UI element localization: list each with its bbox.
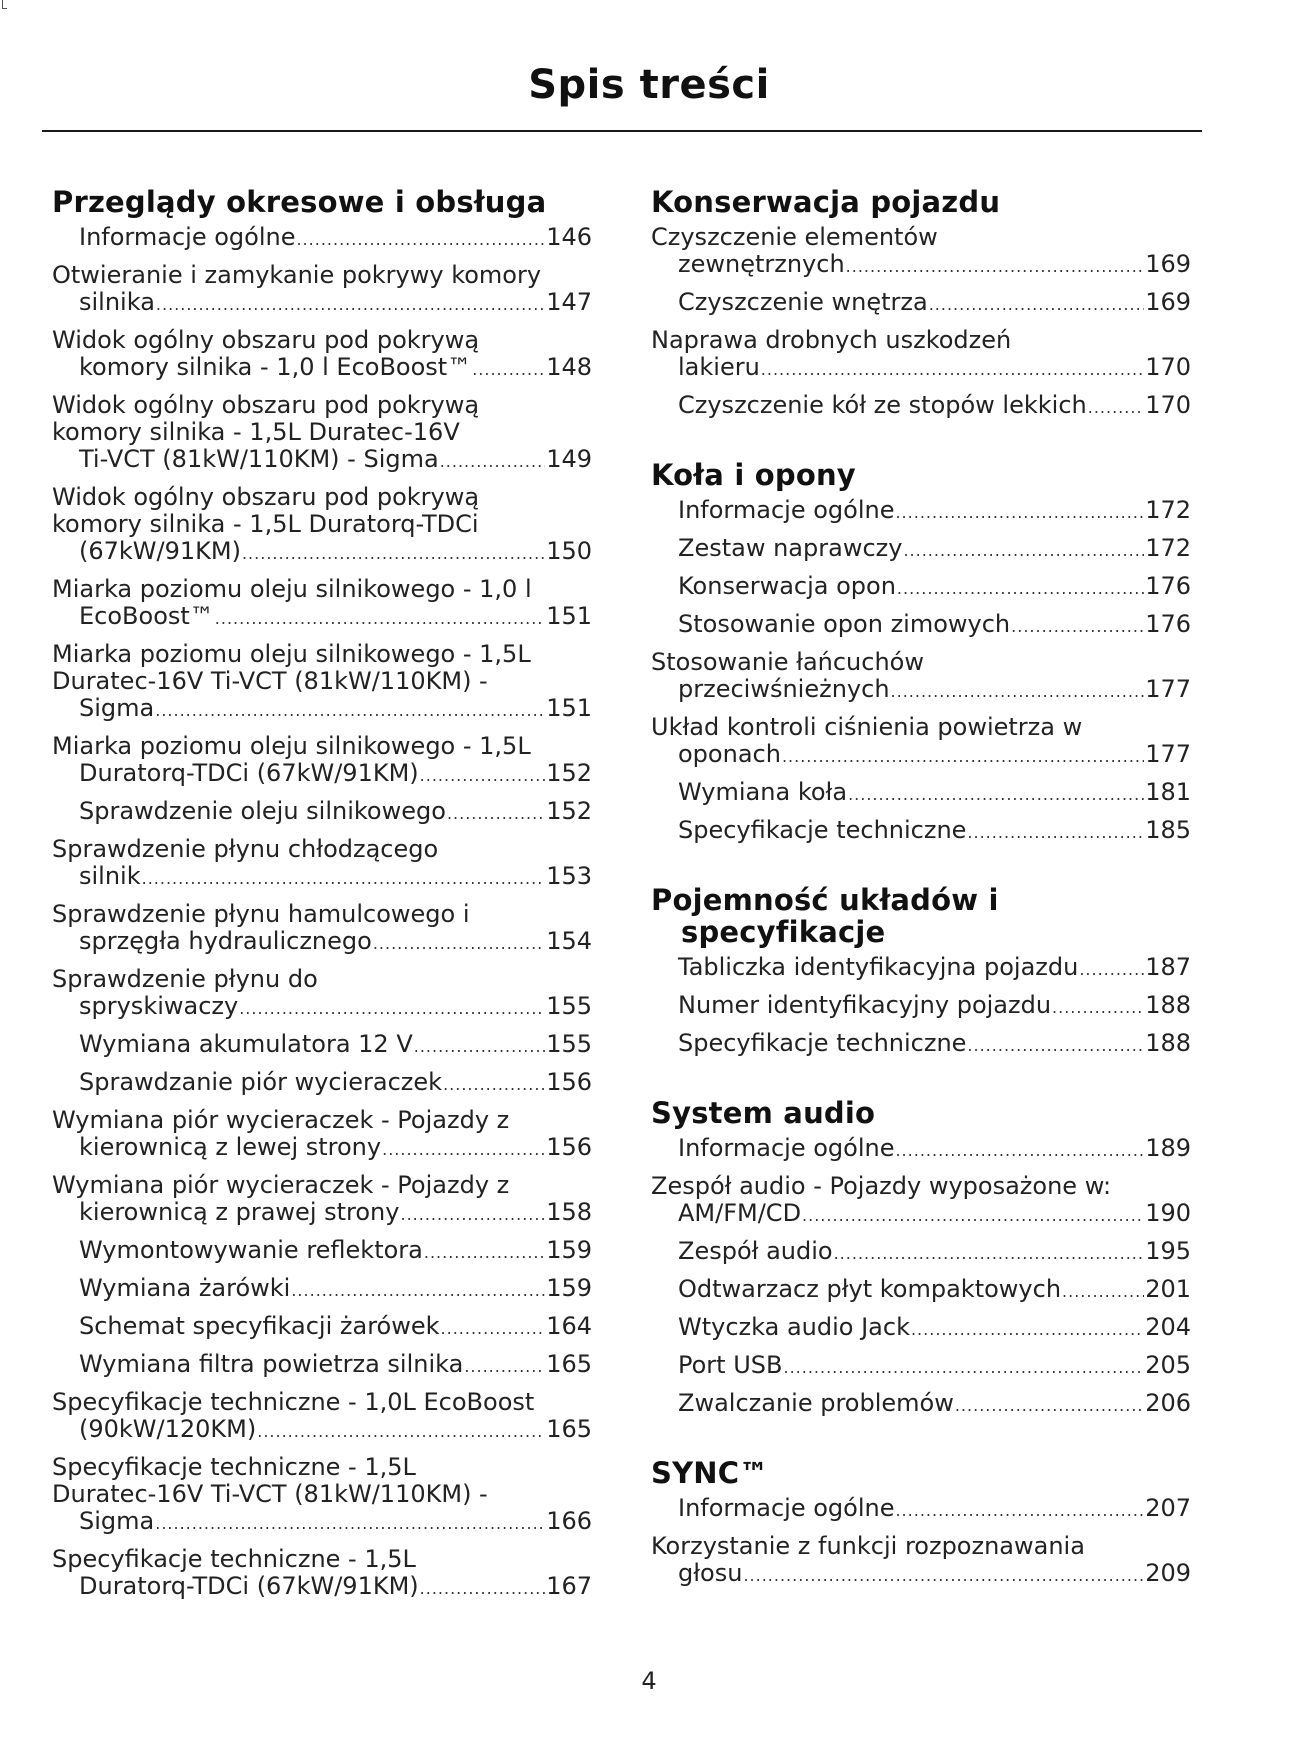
entry-label: Odtwarzacz płyt kompaktowych [678,1275,1062,1303]
entry-page-number: 156 [546,1133,592,1161]
dot-leader [929,291,1145,318]
entry-page-number: 188 [1145,1029,1191,1057]
dot-leader [239,995,545,1022]
entry-label: Informacje ogólne [678,496,895,524]
toc-section [651,1097,1191,1419]
dot-leader [441,1315,546,1342]
entry-last-line [678,779,1191,808]
entry-page-number: 207 [1145,1494,1191,1522]
dot-leader [834,1240,1145,1267]
dot-leader [447,800,545,827]
entry-last-line [79,1275,592,1304]
entry-label: (67kW/91KM) [79,537,241,565]
entry-label: Czyszczenie wnętrza [678,288,928,316]
toc-entry[interactable] [651,1238,1191,1267]
entry-label: Duratorq-TDCi (67kW/91KM) [79,759,419,787]
dot-leader [891,678,1145,705]
dot-leader [895,1137,1144,1164]
entry-label: kierownicą z lewej strony [79,1133,382,1161]
entry-last-line [79,1199,592,1228]
entry-line: Duratec-16V Ti-VCT (81kW/110KM) - [52,1480,488,1508]
dot-leader [156,291,545,318]
entry-label: Czyszczenie kół ze stopów lekkich [678,391,1087,419]
dot-leader [400,1201,545,1228]
entry-last-line [79,798,592,827]
entry-page-number: 155 [546,1030,592,1058]
entry-line: komory silnika - 1,5L Duratec-16V [52,418,460,446]
entry-line: Korzystanie z funkcji rozpoznawania [651,1532,1085,1560]
dot-leader [414,1033,545,1060]
entry-page-number: 169 [1145,288,1191,316]
dot-leader [472,356,545,383]
dot-leader [743,1562,1144,1589]
entry-label: głosu [678,1559,743,1587]
dot-leader [967,819,1144,846]
entry-last-line [678,1030,1191,1059]
entry-last-line [79,1134,592,1163]
toc-entry[interactable] [651,992,1191,1021]
toc-entry[interactable] [52,1546,592,1602]
entry-last-line [79,354,592,383]
entry-label: Zestaw naprawczy [678,534,903,562]
dot-leader [142,865,546,892]
toc-entry[interactable] [52,1454,592,1537]
entry-page-number: 167 [546,1572,592,1600]
entry-last-line [79,863,592,892]
toc-entry[interactable] [52,798,592,827]
toc-entry[interactable] [52,1172,592,1228]
title-divider [42,130,1202,132]
entry-page-number: 151 [546,694,592,722]
dot-leader [373,930,545,957]
toc-section [651,186,1191,421]
entry-label: lakieru [678,353,760,381]
entry-label: Stosowanie opon zimowych [678,610,1011,638]
dot-leader [782,743,1144,770]
entry-page-number: 176 [1145,610,1191,638]
entry-line: Sprawdzenie płynu chłodzącego [52,835,439,863]
dot-leader [955,1392,1144,1419]
dot-leader [215,605,545,632]
entry-last-line [79,1508,592,1537]
toc-entry[interactable] [651,1135,1191,1164]
entry-line: Wymiana piór wycieraczek - Pojazdy z [52,1106,510,1134]
toc-entry[interactable] [52,576,592,632]
page-title: Spis treści [528,62,770,108]
entry-label: Wymiana koła [678,778,848,806]
entry-line: Zespół audio - Pojazdy wyposażone w: [651,1172,1112,1200]
entry-page-number: 165 [546,1415,592,1443]
dot-leader [911,1316,1144,1343]
toc-entry[interactable] [52,1107,592,1163]
entry-page-number: 169 [1145,250,1191,278]
entry-page-number: 152 [546,797,592,825]
toc-entry[interactable] [651,535,1191,564]
dot-leader [1079,956,1144,983]
entry-line: Wymiana piór wycieraczek - Pojazdy z [52,1171,510,1199]
toc-entry[interactable] [52,1031,592,1060]
entry-page-number: 190 [1145,1199,1191,1227]
entry-line: Miarka poziomu oleju silnikowego - 1,0 l [52,575,532,603]
toc-entry[interactable] [651,1390,1191,1419]
toc-entry[interactable] [52,966,592,1022]
entry-line: Czyszczenie elementów [651,223,938,251]
entry-last-line [79,695,592,724]
entry-label: sprzęgła hydraulicznego [79,927,372,955]
dot-leader [440,448,546,475]
entry-last-line [79,1237,592,1266]
entry-last-line [79,1069,592,1098]
toc-entry[interactable] [651,817,1191,846]
entry-page-number: 205 [1145,1351,1191,1379]
dot-leader [420,762,546,789]
entry-last-line [678,1495,1191,1524]
entry-last-line [79,760,592,789]
section-title: Pojemność układów i specyfikacje [651,883,999,949]
toc-entry[interactable] [651,1533,1191,1589]
toc-entry[interactable] [651,1276,1191,1305]
toc-entry[interactable] [651,289,1191,318]
toc-entry[interactable] [651,649,1191,705]
entry-last-line [79,446,592,475]
entry-label: Zespół audio [678,1237,833,1265]
entry-last-line [678,289,1191,318]
entry-label: Duratorq-TDCi (67kW/91KM) [79,1572,419,1600]
toc-entry[interactable] [52,733,592,789]
toc-entry[interactable] [52,1351,592,1380]
entry-last-line [678,1135,1191,1164]
toc-entry[interactable] [651,573,1191,602]
entry-label: Informacje ogólne [678,1134,895,1162]
entry-label: oponach [678,740,781,768]
entry-page-number: 189 [1145,1134,1191,1162]
entry-last-line [678,1390,1191,1419]
entry-page-number: 165 [546,1350,592,1378]
entry-label: Sigma [79,694,155,722]
dot-leader [897,575,1144,602]
entry-last-line [678,676,1191,705]
entry-line: Specyfikacje techniczne - 1,5L [52,1453,416,1481]
entry-label: Sprawdzenie oleju silnikowego [79,797,446,825]
dot-leader [1052,994,1144,1021]
entry-last-line [678,535,1191,564]
entry-page-number: 152 [546,759,592,787]
entry-line: Widok ogólny obszaru pod pokrywą [52,391,480,419]
toc-entry[interactable] [52,1313,592,1342]
entry-label: Wymiana akumulatora 12 V [79,1030,413,1058]
crop-mark [2,0,7,9]
entry-label: Zwalczanie problemów [678,1389,954,1417]
entry-last-line [678,354,1191,383]
entry-page-number: 201 [1145,1275,1191,1303]
entry-label: przeciwśnieżnych [678,675,890,703]
toc-entry[interactable] [651,714,1191,770]
entry-label: Wymiana filtra powietrza silnika [79,1350,464,1378]
toc-entry[interactable] [651,224,1191,280]
entry-label: Tabliczka identyfikacyjna pojazdu [678,953,1079,981]
entry-last-line [79,993,592,1022]
entry-last-line [678,1352,1191,1381]
entry-last-line [678,392,1191,421]
dot-leader [291,1277,545,1304]
entry-page-number: 204 [1145,1313,1191,1341]
toc-entry[interactable] [52,1389,592,1445]
entry-last-line [678,611,1191,640]
toc-entry[interactable] [651,392,1191,421]
toc-section [651,884,1191,1059]
toc-entry[interactable] [52,1237,592,1266]
dot-leader [464,1353,545,1380]
dot-leader [443,1071,545,1098]
dot-leader [903,537,1144,564]
entry-last-line [678,992,1191,1021]
toc-section [52,186,592,1602]
entry-page-number: 150 [546,537,592,565]
toc-entry[interactable] [651,1352,1191,1381]
toc-entry[interactable] [52,901,592,957]
entry-page-number: 158 [546,1198,592,1226]
entry-last-line [678,1560,1191,1589]
entry-last-line [678,1200,1191,1229]
entry-last-line [678,741,1191,770]
entry-last-line [79,1031,592,1060]
section-title: Przeglądy okresowe i obsługa [52,185,547,219]
toc-entry[interactable] [52,327,592,383]
entry-page-number: 170 [1145,353,1191,381]
entry-page-number: 166 [546,1507,592,1535]
toc-column-right [651,186,1191,1627]
dot-leader [242,540,545,567]
entry-page-number: 177 [1145,675,1191,703]
entry-label: AM/FM/CD [678,1199,802,1227]
entry-page-number: 181 [1145,778,1191,806]
toc-entry[interactable] [651,1030,1191,1059]
entry-line: Układ kontroli ciśnienia powietrza w [651,713,1083,741]
entry-page-number: 195 [1145,1237,1191,1265]
toc-entry[interactable] [651,1495,1191,1524]
entry-page-number: 153 [546,862,592,890]
dot-leader [1088,394,1144,421]
entry-page-number: 159 [546,1274,592,1302]
entry-label: Informacje ogólne [79,223,296,251]
entry-label: zewnętrznych [678,250,845,278]
entry-label: Specyfikacje techniczne [678,1029,967,1057]
dot-leader [296,226,545,253]
dot-leader [1062,1278,1144,1305]
toc-entry[interactable] [651,779,1191,808]
entry-page-number: 172 [1145,496,1191,524]
entry-line: komory silnika - 1,5L Duratorq-TDCi [52,510,479,538]
entry-page-number: 155 [546,992,592,1020]
dot-leader [1011,613,1144,640]
entry-label: komory silnika - 1,0 l EcoBoost™ [79,353,472,381]
entry-page-number: 209 [1145,1559,1191,1587]
entry-page-number: 164 [546,1312,592,1340]
entry-label: spryskiwaczy [79,992,239,1020]
toc-entry[interactable] [52,484,592,567]
entry-last-line [678,1238,1191,1267]
entry-last-line [79,603,592,632]
section-title: SYNC™ [651,1456,769,1490]
entry-page-number: 159 [546,1236,592,1264]
entry-line: Widok ogólny obszaru pod pokrywą [52,483,480,511]
entry-label: (90kW/120KM) [79,1415,257,1443]
entry-last-line [79,1416,592,1445]
entry-label: silnika [79,288,155,316]
toc-section [651,1457,1191,1589]
entry-label: Schemat specyfikacji żarówek [79,1312,440,1340]
toc-entry[interactable] [651,954,1191,983]
dot-leader [895,1497,1144,1524]
dot-leader [382,1136,545,1163]
entry-page-number: 172 [1145,534,1191,562]
entry-last-line [678,497,1191,526]
entry-last-line [79,1573,592,1602]
entry-last-line [79,1313,592,1342]
entry-page-number: 147 [546,288,592,316]
entry-page-number: 154 [546,927,592,955]
toc-entry[interactable] [651,327,1191,383]
toc-entry[interactable] [52,262,592,318]
toc-entry[interactable] [52,641,592,724]
toc-entry[interactable] [651,1173,1191,1229]
entry-page-number: 170 [1145,391,1191,419]
dot-leader [846,253,1145,280]
entry-page-number: 177 [1145,740,1191,768]
dot-leader [967,1032,1144,1059]
entry-last-line [678,251,1191,280]
entry-page-number: 187 [1145,953,1191,981]
entry-label: Konserwacja opon [678,572,896,600]
entry-page-number: 151 [546,602,592,630]
entry-line: Specyfikacje techniczne - 1,5L [52,1545,416,1573]
entry-last-line [79,928,592,957]
toc-entry[interactable] [52,392,592,475]
entry-last-line [678,817,1191,846]
entry-label: kierownicą z prawej strony [79,1198,400,1226]
entry-last-line [678,573,1191,602]
entry-last-line [79,538,592,567]
dot-leader [895,499,1144,526]
dot-leader [420,1575,546,1602]
entry-label: Wtyczka audio Jack [678,1313,910,1341]
entry-page-number: 188 [1145,991,1191,1019]
entry-page-number: 206 [1145,1389,1191,1417]
entry-last-line [79,1351,592,1380]
toc-entry[interactable] [52,224,592,253]
dot-leader [257,1418,545,1445]
entry-label: Ti-VCT (81kW/110KM) - Sigma [79,445,439,473]
entry-line: Naprawa drobnych uszkodzeń [651,326,1012,354]
entry-label: Sprawdzanie piór wycieraczek [79,1068,443,1096]
toc-entry[interactable] [651,497,1191,526]
entry-page-number: 149 [546,445,592,473]
toc-section [651,459,1191,846]
entry-last-line [678,1314,1191,1343]
entry-line: Sprawdzenie płynu hamulcowego i [52,900,470,928]
dot-leader [848,781,1144,808]
entry-line: Miarka poziomu oleju silnikowego - 1,5L [52,640,531,668]
entry-page-number: 146 [546,223,592,251]
entry-last-line [678,1276,1191,1305]
entry-label: Specyfikacje techniczne [678,816,967,844]
toc-entry[interactable] [651,611,1191,640]
entry-label: Wymontowywanie reflektora [79,1236,423,1264]
entry-last-line [79,224,592,253]
entry-label: EcoBoost™ [79,602,214,630]
dot-leader [424,1239,545,1266]
entry-page-number: 148 [546,353,592,381]
toc-entry[interactable] [52,1275,592,1304]
entry-last-line [79,289,592,318]
entry-label: Informacje ogólne [678,1494,895,1522]
entry-line: Widok ogólny obszaru pod pokrywą [52,326,480,354]
entry-label: Port USB [678,1351,783,1379]
entry-label: silnik [79,862,141,890]
entry-last-line [678,954,1191,983]
toc-column-left [52,186,592,1640]
page-number: 4 [641,1667,657,1695]
toc-entry[interactable] [651,1314,1191,1343]
toc-entry[interactable] [52,1069,592,1098]
section-title: Koła i opony [651,458,856,492]
entry-label: Wymiana żarówki [79,1274,291,1302]
section-title: System audio [651,1096,876,1130]
dot-leader [802,1202,1144,1229]
section-title: Konserwacja pojazdu [651,185,1001,219]
entry-line: Miarka poziomu oleju silnikowego - 1,5L [52,732,531,760]
entry-page-number: 156 [546,1068,592,1096]
entry-line: Specyfikacje techniczne - 1,0L EcoBoost [52,1388,535,1416]
entry-page-number: 185 [1145,816,1191,844]
dot-leader [155,697,545,724]
entry-label: Numer identyfikacyjny pojazdu [678,991,1052,1019]
dot-leader [761,356,1144,383]
entry-line: Sprawdzenie płynu do [52,965,318,993]
entry-page-number: 176 [1145,572,1191,600]
dot-leader [155,1510,545,1537]
entry-line: Stosowanie łańcuchów [651,648,924,676]
dot-leader [783,1354,1144,1381]
toc-entry[interactable] [52,836,592,892]
entry-line: Duratec-16V Ti-VCT (81kW/110KM) - [52,667,488,695]
entry-line: Otwieranie i zamykanie pokrywy komory [52,261,542,289]
entry-label: Sigma [79,1507,155,1535]
